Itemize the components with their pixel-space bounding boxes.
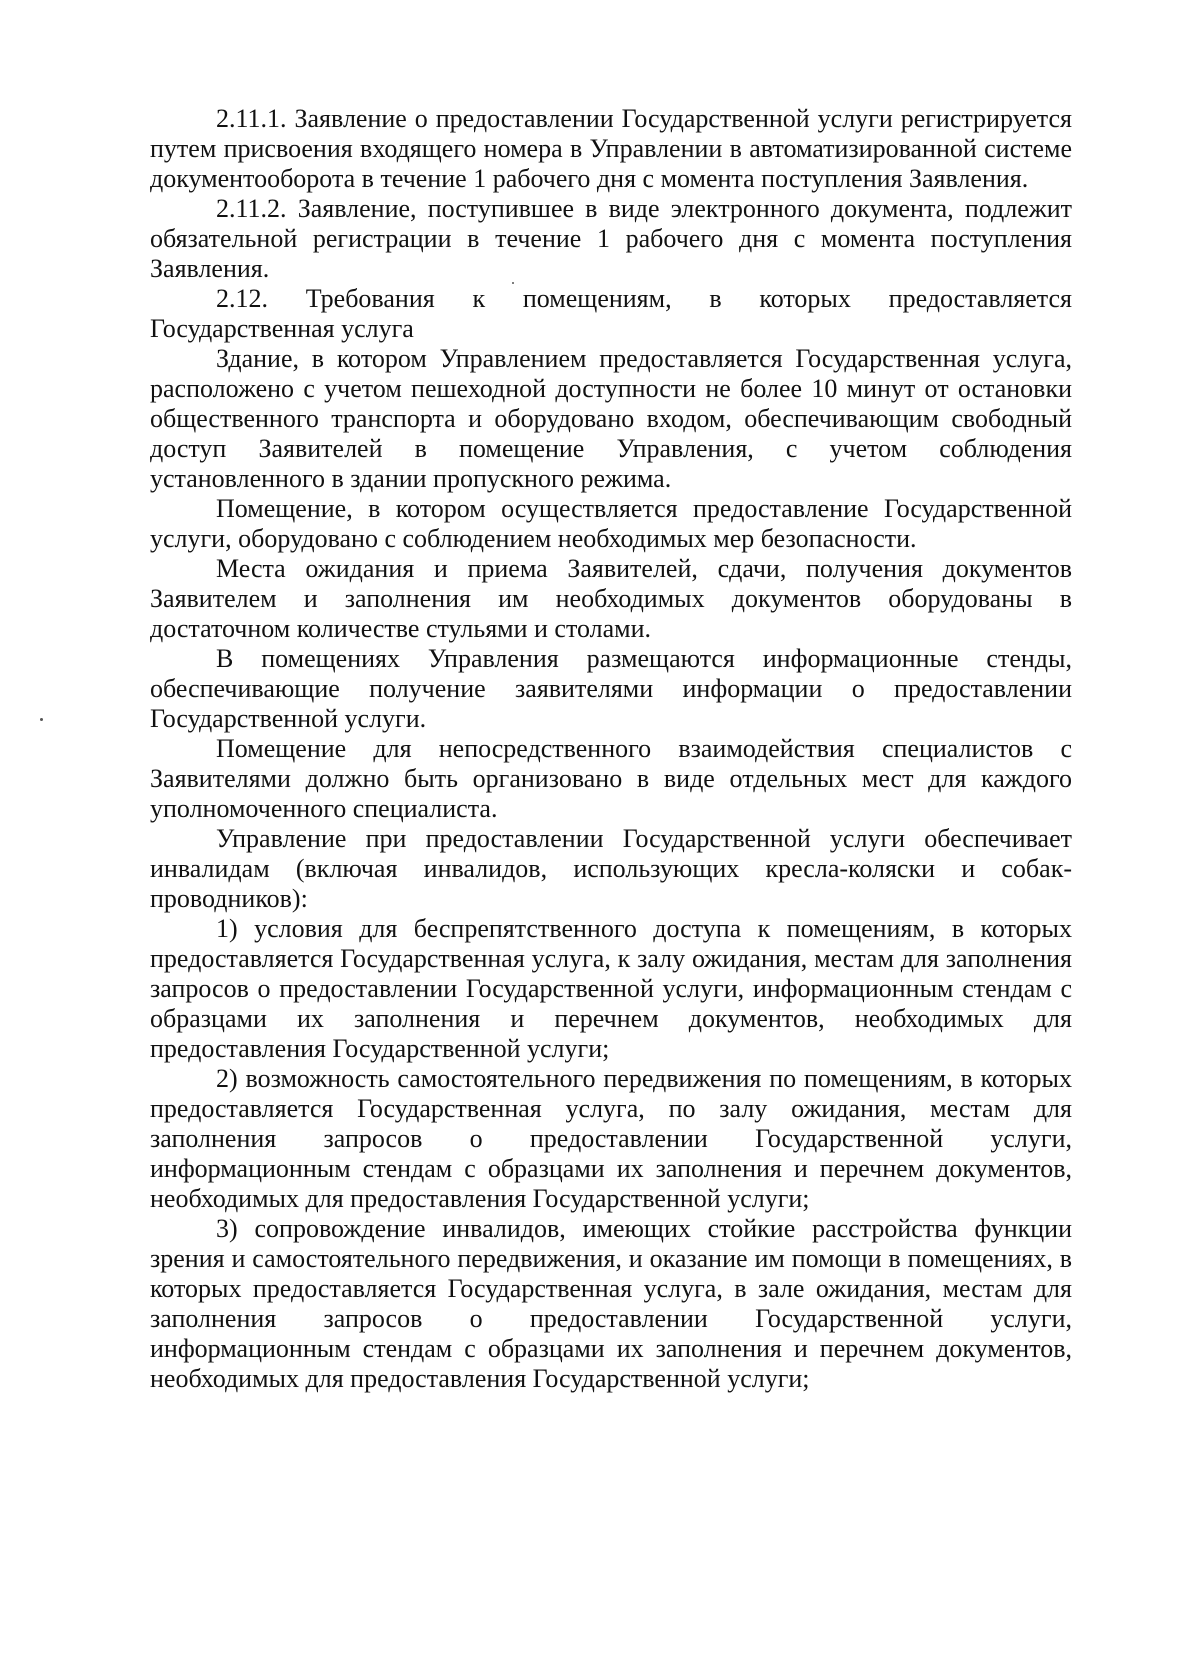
paragraph-info-stands: В помещениях Управления размещаются информационные стенды, обеспечивающие получение заявителями информации о предоставлении Государственной услуги. (150, 644, 1072, 733)
section-heading-2-12: 2.12. Требования к помещениям, в которых предоставляется Государственная услуга (150, 284, 1072, 343)
paragraph-2-11-1: 2.11.1. Заявление о предоставлении Государственной услуги регистрируется путем присвоения входящего номера в Управлении в автоматизированной системе документооборота в течение 1 рабочего дня с момента поступления Заявления. (150, 104, 1072, 193)
document-body (150, 104, 1072, 1394)
paragraph-building: Здание, в котором Управлением предоставляется Государственная услуга, расположено с учетом пешеходной доступности не более 10 минут от остановки общественного транспорта и оборудовано входом, обеспечивающим свободный доступ Заявителей в помещение Управления, с учетом соблюдения установленного в здании пропускного режима. (150, 344, 1072, 493)
paragraph-waiting-areas: Места ожидания и приема Заявителей, сдачи, получения документов Заявителем и заполнения им необходимых документов оборудованы в достаточном количестве стульями и столами. (150, 554, 1072, 643)
scan-speck (40, 718, 43, 721)
list-item-1: 1) условия для беспрепятственного доступа к помещениям, в которых предоставляется Государственная услуга, к залу ожидания, местам для заполнения запросов о предоставлении Государственной услуги, информационным стендам с образцами их заполнения и перечнем документов, необходимых для предоставления Государственной услуги; (150, 914, 1072, 1063)
paragraph-2-11-2: 2.11.2. Заявление, поступившее в виде электронного документа, подлежит обязательной регистрации в течение 1 рабочего дня с момента поступления Заявления. (150, 194, 1072, 283)
paragraph-interaction-room: Помещение для непосредственного взаимодействия специалистов с Заявителями должно быть организовано в виде отдельных мест для каждого уполномоченного специалиста. (150, 734, 1072, 823)
paragraph-disabled-provision: Управление при предоставлении Государственной услуги обеспечивает инвалидам (включая инвалидов, использующих кресла-коляски и собак-проводников): (150, 824, 1072, 913)
list-item-3: 3) сопровождение инвалидов, имеющих стойкие расстройства функции зрения и самостоятельного передвижения, и оказание им помощи в помещениях, в которых предоставляется Государственная услуга, в зале ожидания, местам для заполнения запросов о предоставлении Государственной услуги, информационным стендам с образцами их заполнения и перечнем документов, необходимых для предоставления Государственной услуги; (150, 1214, 1072, 1393)
scan-speck (512, 282, 514, 284)
list-item-2: 2) возможность самостоятельного передвижения по помещениям, в которых предоставляется Государственная услуга, по залу ожидания, местам для заполнения запросов о предоставлении Государственной услуги, информационным стендам с образцами их заполнения и перечнем документов, необходимых для предоставления Государственной услуги; (150, 1064, 1072, 1213)
paragraph-premises-safety: Помещение, в котором осуществляется предоставление Государственной услуги, оборудовано с соблюдением необходимых мер безопасности. (150, 494, 1072, 553)
